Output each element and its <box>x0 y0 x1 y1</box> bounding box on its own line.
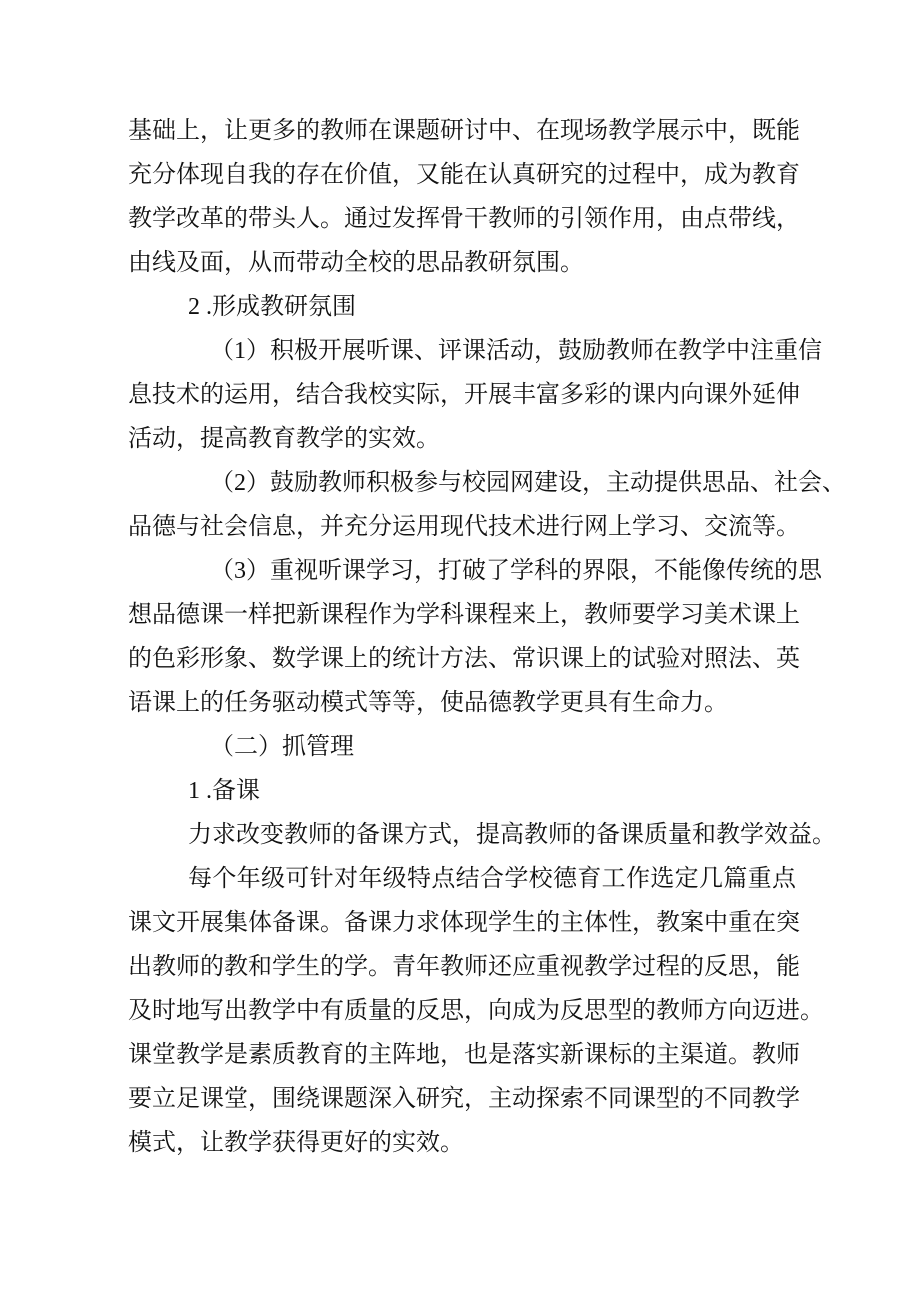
section-heading: 2 .形成教研氛围 <box>188 294 356 320</box>
text-line: 课堂教学是素质教育的主阵地，也是落实新课标的主渠道。教师 <box>128 1042 800 1068</box>
text-line: 的色彩形象、数学课上的统计方法、常识课上的试验对照法、英 <box>128 646 800 672</box>
text-line: 要立足课堂，围绕课题深入研究，主动探索不同课型的不同教学 <box>128 1086 800 1112</box>
text-line: 语课上的任务驱动模式等等，使品德教学更具有生命力。 <box>128 690 728 716</box>
text-line: 由线及面，从而带动全校的思品教研氛围。 <box>128 250 584 276</box>
text-line: 模式，让教学获得更好的实效。 <box>128 1130 464 1156</box>
text-line: 基础上，让更多的教师在课题研讨中、在现场教学展示中，既能 <box>128 118 800 144</box>
text-line: 品德与社会信息，并充分运用现代技术进行网上学习、交流等。 <box>128 514 800 540</box>
text-line: 充分体现自我的存在价值，又能在认真研究的过程中，成为教育 <box>128 162 800 188</box>
text-line: 出教师的教和学生的学。青年教师还应重视教学过程的反思，能 <box>128 954 800 980</box>
section-heading: （二）抓管理 <box>210 734 354 760</box>
text-line: 课文开展集体备课。备课力求体现学生的主体性，教案中重在突 <box>128 910 800 936</box>
text-line: （2）鼓励教师积极参与校园网建设，主动提供思品、社会、 <box>210 470 846 496</box>
text-line: 活动，提高教育教学的实效。 <box>128 426 440 452</box>
text-line: （1）积极开展听课、评课活动，鼓励教师在教学中注重信 <box>210 338 822 364</box>
text-line: 每个年级可针对年级特点结合学校德育工作选定几篇重点 <box>188 866 796 892</box>
text-line: 想品德课一样把新课程作为学科课程来上，教师要学习美术课上 <box>128 602 800 628</box>
text-line: （3）重视听课学习，打破了学科的界限，不能像传统的思 <box>210 558 822 584</box>
text-line: 力求改变教师的备课方式，提高教师的备课质量和教学效益。 <box>188 822 836 848</box>
subsection-heading: 1 .备课 <box>188 778 260 804</box>
text-line: 教学改革的带头人。通过发挥骨干教师的引领作用，由点带线， <box>128 206 800 232</box>
text-line: 及时地写出教学中有质量的反思，向成为反思型的教师方向迈进。 <box>128 998 824 1024</box>
text-line: 息技术的运用，结合我校实际，开展丰富多彩的课内向课外延伸 <box>128 382 800 408</box>
